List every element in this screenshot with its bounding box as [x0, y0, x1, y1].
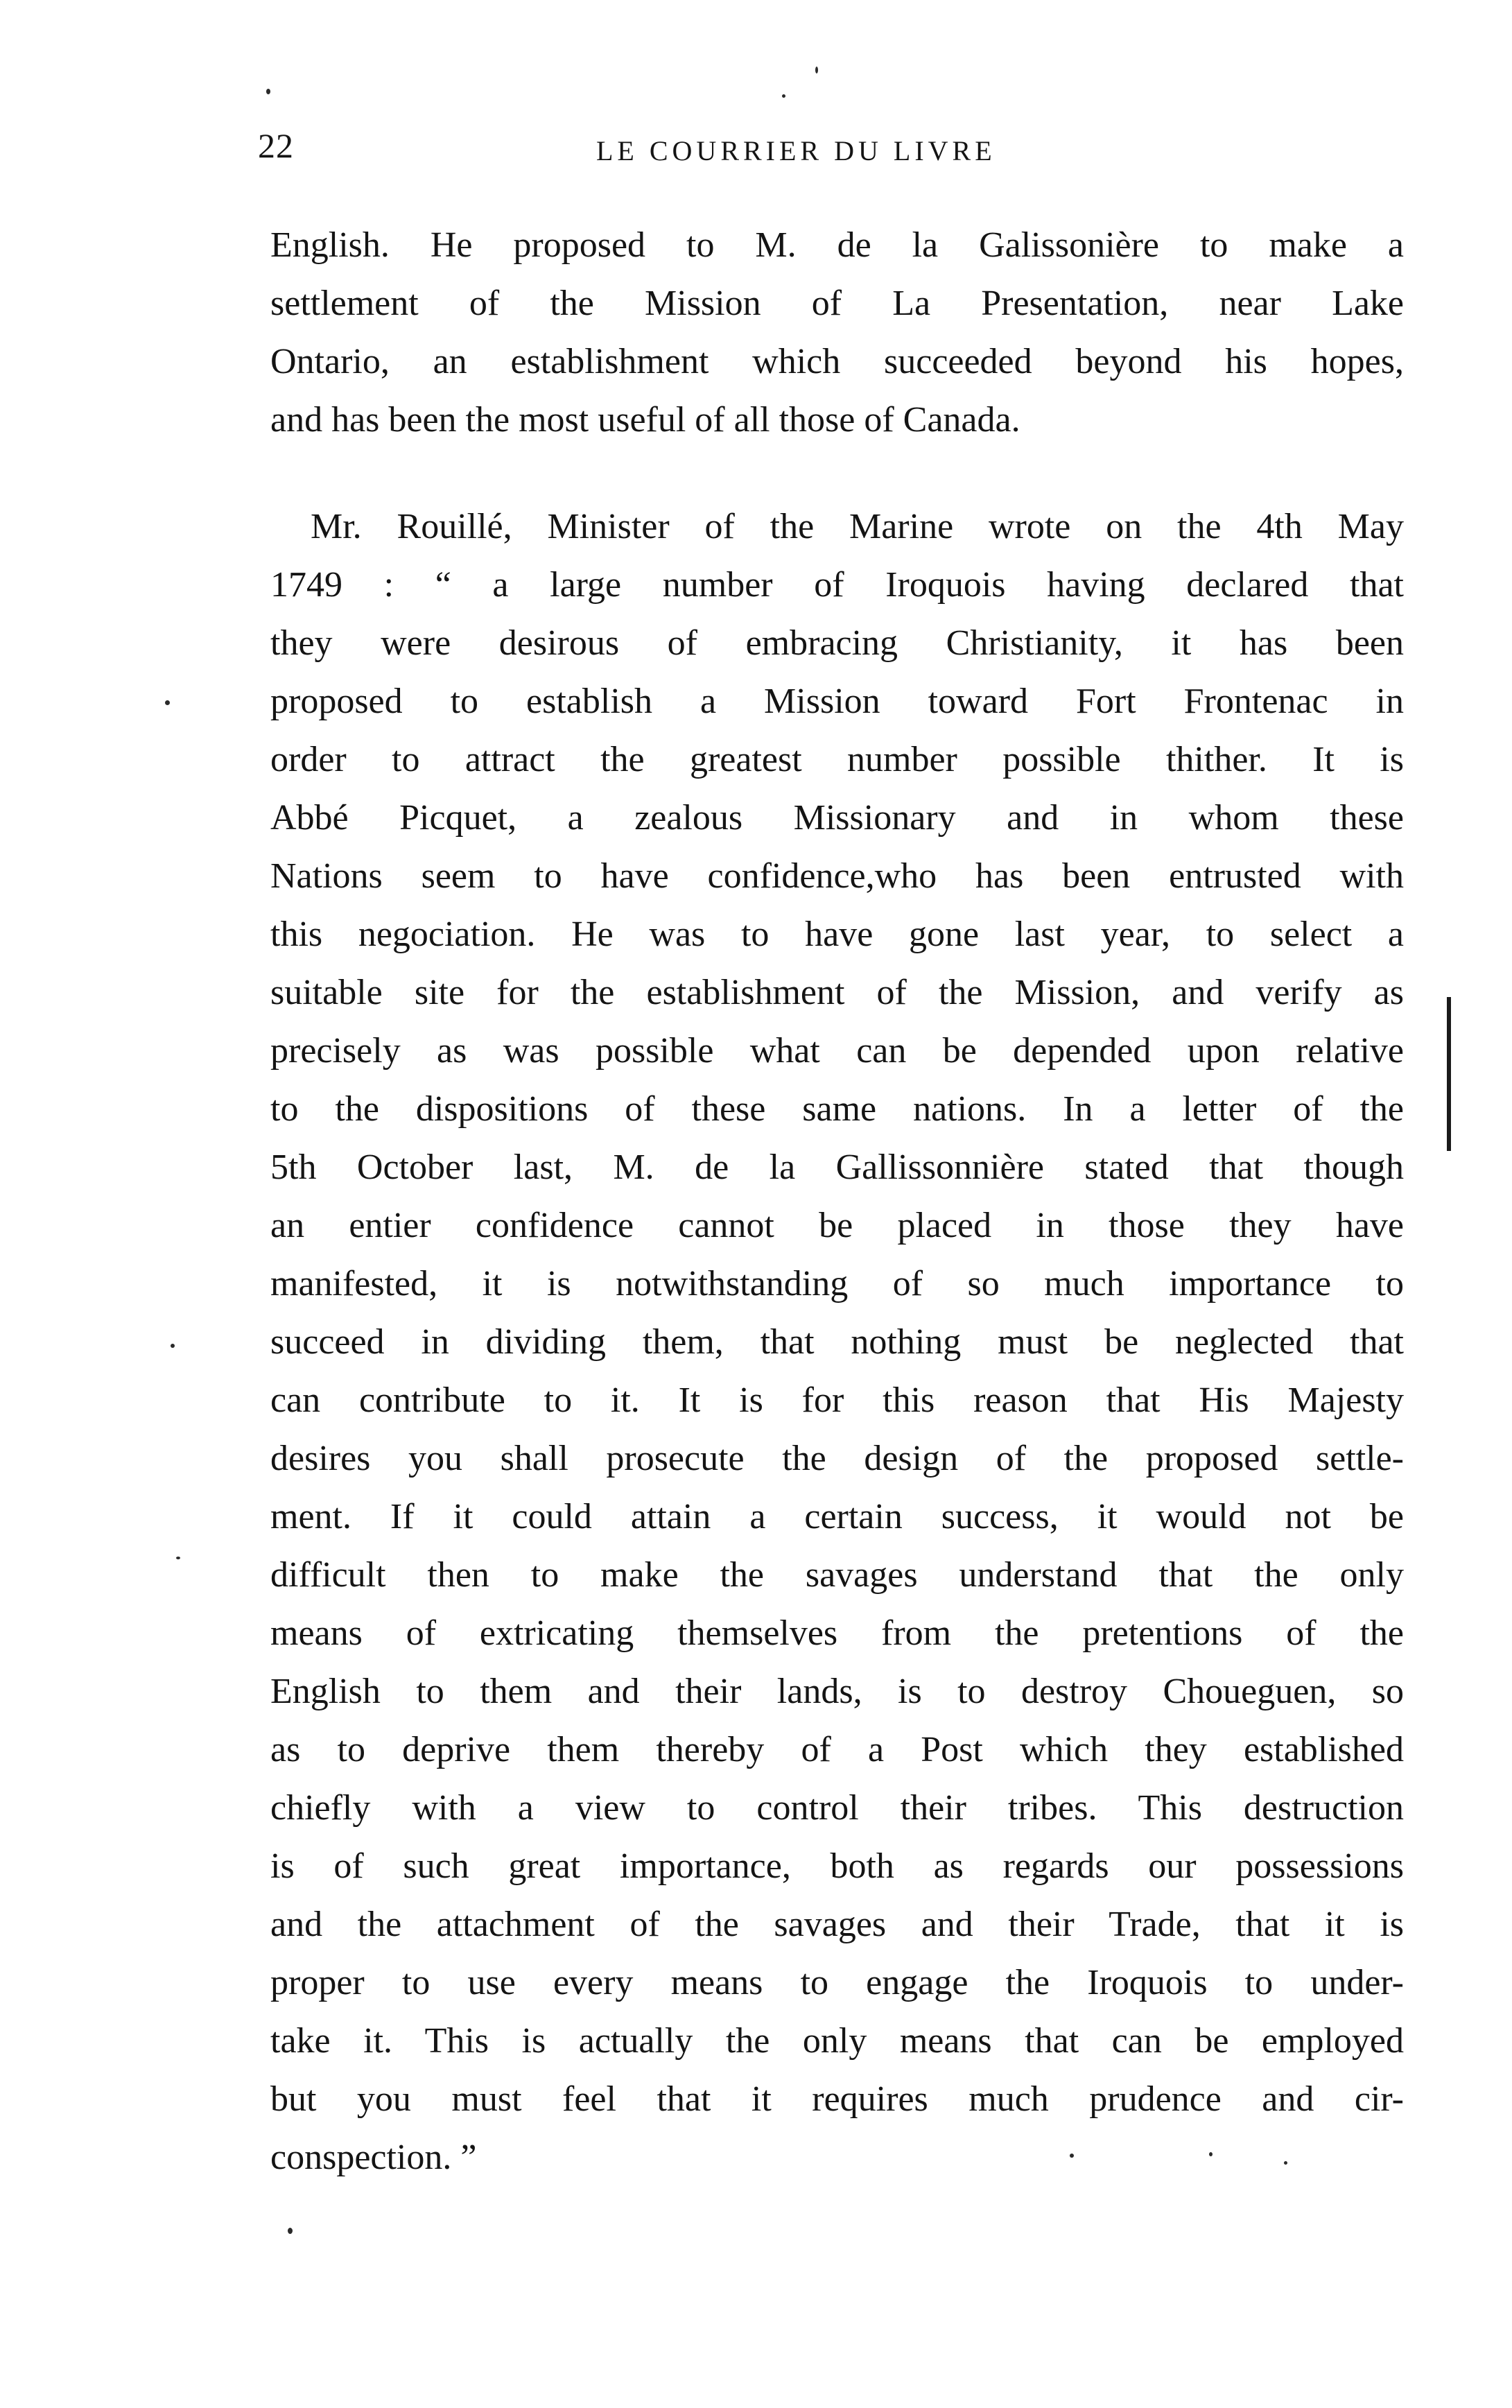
print-speck: [1070, 2154, 1074, 2158]
text-line: take it. This is actually the only means that can be employed: [270, 2021, 1404, 2061]
text-line: settlement of the Mission of La Presentation, near Lake: [270, 284, 1404, 323]
margin-rule: [1447, 997, 1451, 1151]
text-line: Nations seem to have confidence,who has been entrusted with: [270, 856, 1404, 896]
text-line: an entier confidence cannot be placed in those they have: [270, 1206, 1404, 1245]
text-line: as to deprive them thereby of a Post which they established: [270, 1730, 1404, 1769]
print-speck: [171, 1344, 175, 1348]
print-speck: [815, 67, 818, 73]
text-line: conspection. ”: [270, 2138, 477, 2177]
text-line: 1749 : “ a large number of Iroquois having declared that: [270, 565, 1404, 605]
text-line: suitable site for the establishment of the Mission, and verify as: [270, 973, 1404, 1012]
text-line: this negociation. He was to have gone last year, to select a: [270, 915, 1404, 954]
print-speck: [1209, 2152, 1213, 2156]
page-number: 22: [258, 126, 294, 165]
paragraph-1: [270, 216, 1404, 449]
text-line: Ontario, an establishment which succeeded beyond his hopes,: [270, 342, 1404, 381]
text-line: can contribute to it. It is for this reason that His Majesty: [270, 1380, 1404, 1420]
print-speck: [782, 94, 785, 98]
paragraph-2: [270, 498, 1404, 2187]
print-speck: [165, 700, 170, 705]
print-speck: [176, 1557, 180, 1559]
print-speck: [288, 2228, 293, 2234]
text-line: ment. If it could attain a certain success, it would not be: [270, 1497, 1404, 1536]
text-line: they were desirous of embracing Christianity, it has been: [270, 623, 1404, 663]
text-line: precisely as was possible what can be depended upon relative: [270, 1031, 1404, 1071]
running-head: LE COURRIER DU LIVRE: [596, 135, 996, 166]
text-line: 5th October last, M. de la Gallissonnière stated that though: [270, 1147, 1404, 1187]
print-speck: [266, 89, 270, 94]
text-line: English to them and their lands, is to destroy Choueguen, so: [270, 1672, 1404, 1711]
text-line: is of such great importance, both as regards our possessions: [270, 1846, 1404, 1886]
text-line: desires you shall prosecute the design of the proposed settle-: [270, 1439, 1404, 1478]
text-line: difficult then to make the savages understand that the only: [270, 1555, 1404, 1595]
text-line: to the dispositions of these same nations. In a letter of the: [270, 1089, 1404, 1129]
text-line: Mr. Rouillé, Minister of the Marine wrote on the 4th May: [311, 507, 1404, 546]
print-speck: [1284, 2161, 1287, 2165]
text-line: chiefly with a view to control their tribes. This destruction: [270, 1788, 1404, 1828]
text-line: English. He proposed to M. de la Galissonière to make a: [270, 225, 1404, 265]
text-line: succeed in dividing them, that nothing must be neglected that: [270, 1322, 1404, 1362]
text-line: and the attachment of the savages and their Trade, that it is: [270, 1905, 1404, 1944]
text-line: means of extricating themselves from the pretentions of the: [270, 1613, 1404, 1653]
text-line: proper to use every means to engage the Iroquois to under-: [270, 1963, 1404, 2002]
text-line: and has been the most useful of all those of Canada.: [270, 400, 1020, 440]
text-line: proposed to establish a Mission toward Fort Frontenac in: [270, 682, 1404, 721]
text-line: Abbé Picquet, a zealous Missionary and in whom these: [270, 798, 1404, 838]
text-line: manifested, it is notwithstanding of so much importance to: [270, 1264, 1404, 1303]
text-line: order to attract the greatest number possible thither. It is: [270, 740, 1404, 779]
text-line: but you must feel that it requires much prudence and cir-: [270, 2079, 1404, 2119]
